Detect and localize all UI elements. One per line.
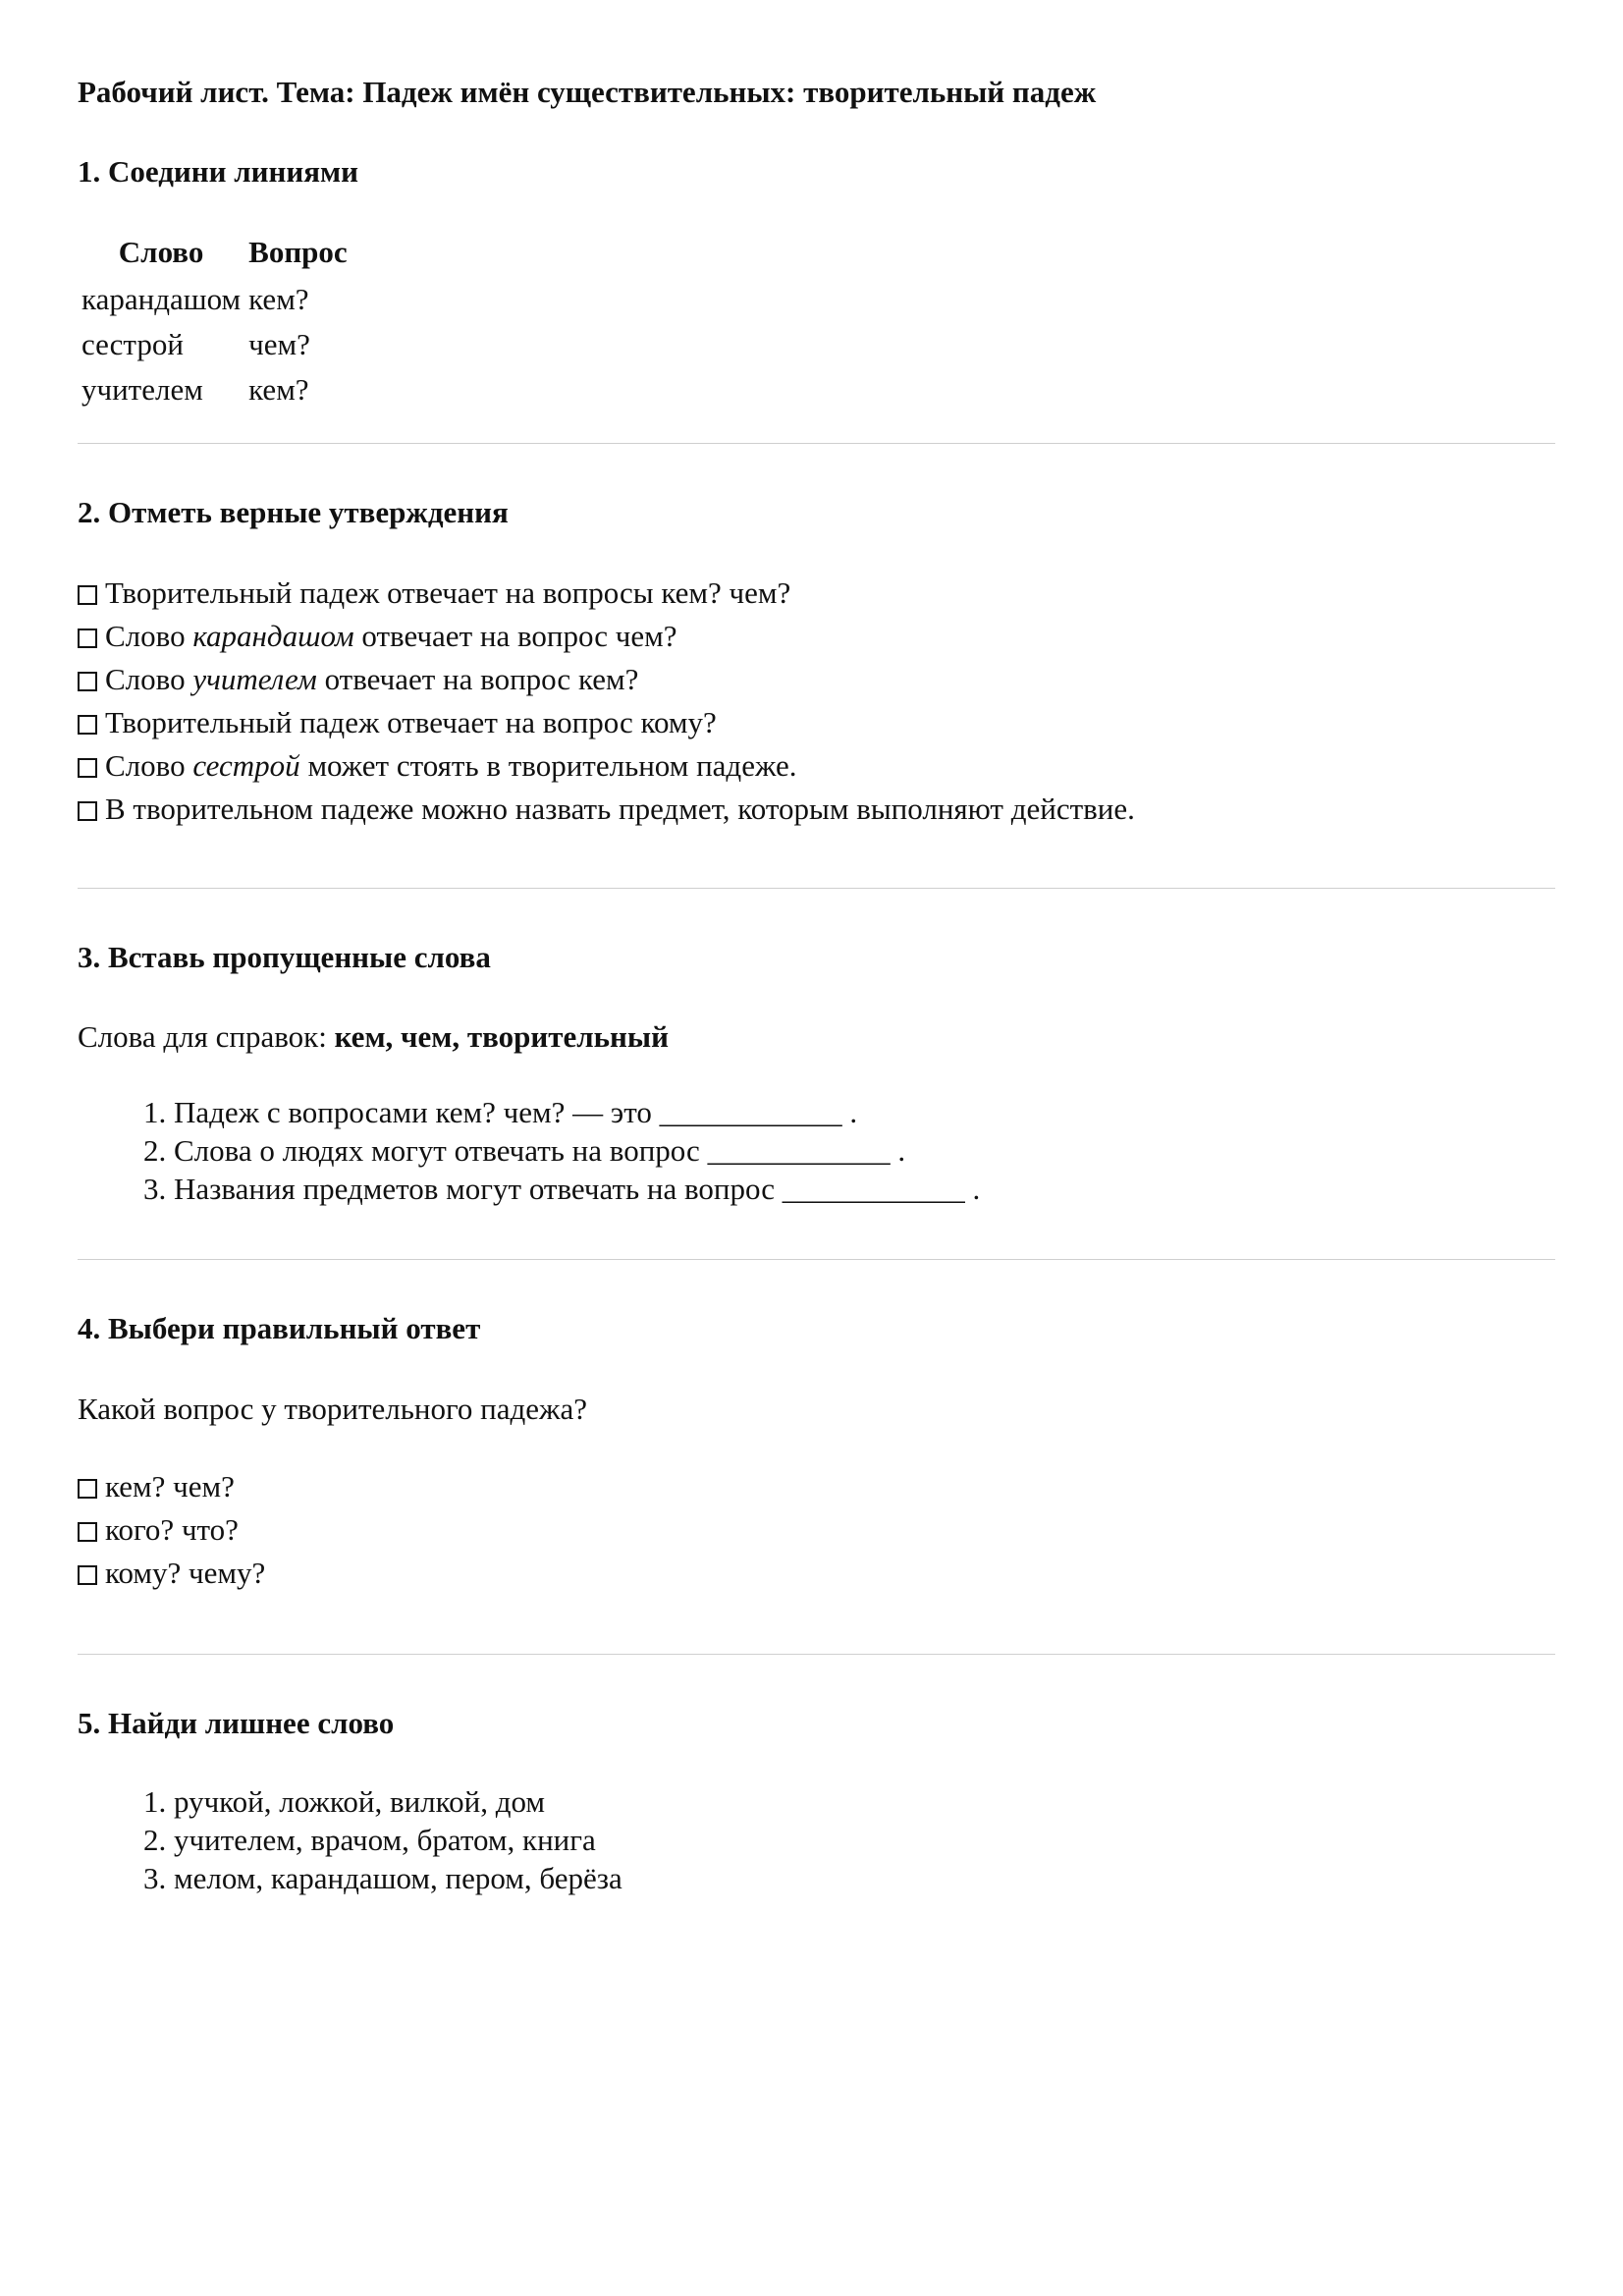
item-text: Слова о людях могут отвечать на вопрос (174, 1133, 708, 1169)
option-text: кем? чем? (105, 1469, 235, 1504)
word-cell: карандашом (81, 282, 242, 317)
statement-text: может стоять в творительном падеже. (299, 747, 797, 783)
option-list (78, 1465, 1555, 1595)
section-odd-word (78, 1655, 1555, 1896)
section-fill-in (78, 889, 1555, 1209)
list-item (78, 572, 1555, 615)
section-choice (78, 1260, 1555, 1595)
question-cell: кем? (248, 282, 309, 317)
checkbox[interactable] (78, 758, 97, 778)
option-text: кого? что? (105, 1512, 239, 1548)
statement-text: отвечает на вопрос чем? (353, 618, 677, 653)
list-item: 3. мелом, карандашом, пером, берёза (174, 1859, 1555, 1897)
section-match (78, 150, 1555, 412)
section-heading: 1. Соедини линиями (78, 154, 358, 190)
checkbox[interactable] (78, 1565, 97, 1585)
statement-text: Творительный падеж отвечает на вопрос кому? (105, 704, 717, 739)
list-item (78, 615, 1555, 658)
statement-text: Слово (105, 618, 193, 653)
checkbox[interactable] (78, 1522, 97, 1542)
word-cell: учителем (81, 372, 203, 408)
list-item (174, 1170, 1555, 1208)
checkbox[interactable] (78, 1479, 97, 1499)
statement-word: карандашом (192, 618, 354, 653)
list-item: 2. учителем, врачом, братом, книга (174, 1821, 1555, 1859)
section-statements (78, 444, 1555, 830)
question-cell: кем? (248, 372, 309, 408)
item-text: Падеж с вопросами кем? чем? — это (174, 1095, 660, 1130)
section-heading: 4. Выбери правильный ответ (78, 1311, 481, 1346)
worksheet-page (78, 71, 1555, 1897)
statement-word: сестрой (192, 747, 300, 783)
section-heading: 3. Вставь пропущенные слова (78, 939, 491, 974)
section-heading: 2. Отметь верные утверждения (78, 495, 509, 530)
question-text: Какой вопрос у творительного падежа? (78, 1391, 587, 1426)
list-item (78, 744, 1555, 788)
statement-text: В творительном падеже можно назвать предмет, которым выполняют действие. (105, 791, 1135, 826)
table-row (78, 322, 352, 367)
reference-list: кем, чем, творительный (334, 1018, 669, 1054)
item-end: . (890, 1133, 906, 1169)
list-item (78, 658, 1555, 701)
list-item (78, 701, 1555, 744)
list-item (174, 1131, 1555, 1170)
item-text: Названия предметов могут отвечать на вопрос (174, 1172, 783, 1207)
table-row (78, 277, 352, 322)
checkbox[interactable] (78, 585, 97, 605)
item-end: . (841, 1095, 858, 1130)
page-title: Рабочий лист. Тема: Падеж имён существительных: творительный падеж (78, 75, 1097, 109)
option-text: кому? чему? (105, 1556, 266, 1591)
list-item (78, 1508, 1555, 1552)
statement-list (78, 572, 1555, 831)
checkbox[interactable] (78, 715, 97, 735)
answer-blank[interactable]: ____________ (707, 1133, 891, 1169)
statement-text: Слово (105, 747, 193, 783)
statement-text: Слово (105, 661, 193, 696)
word-cell: сестрой (81, 327, 184, 362)
list-item (78, 1465, 1555, 1508)
column-header-word: Слово (118, 234, 204, 269)
section-heading: 5. Найди лишнее слово (78, 1706, 395, 1741)
match-table (78, 231, 352, 412)
column-header-question: Вопрос (248, 234, 348, 269)
odd-word-list (78, 1782, 1555, 1897)
question-cell: чем? (248, 327, 310, 362)
checkbox[interactable] (78, 629, 97, 648)
table-row (78, 367, 352, 412)
fill-in-list (78, 1093, 1555, 1208)
list-item (174, 1093, 1555, 1131)
answer-blank[interactable]: ____________ (659, 1095, 842, 1130)
answer-blank[interactable]: ____________ (782, 1172, 965, 1207)
statement-text: отвечает на вопрос кем? (316, 661, 639, 696)
reference-words (78, 1015, 1555, 1058)
item-end: . (964, 1172, 981, 1207)
reference-label: Слова для справок: (78, 1018, 335, 1054)
list-item: 1. ручкой, ложкой, вилкой, дом (174, 1782, 1555, 1821)
checkbox[interactable] (78, 672, 97, 691)
list-item (78, 788, 1555, 831)
checkbox[interactable] (78, 801, 97, 821)
statement-word: учителем (192, 661, 317, 696)
statement-text: Творительный падеж отвечает на вопросы кем? чем? (105, 574, 791, 610)
list-item (78, 1552, 1555, 1595)
